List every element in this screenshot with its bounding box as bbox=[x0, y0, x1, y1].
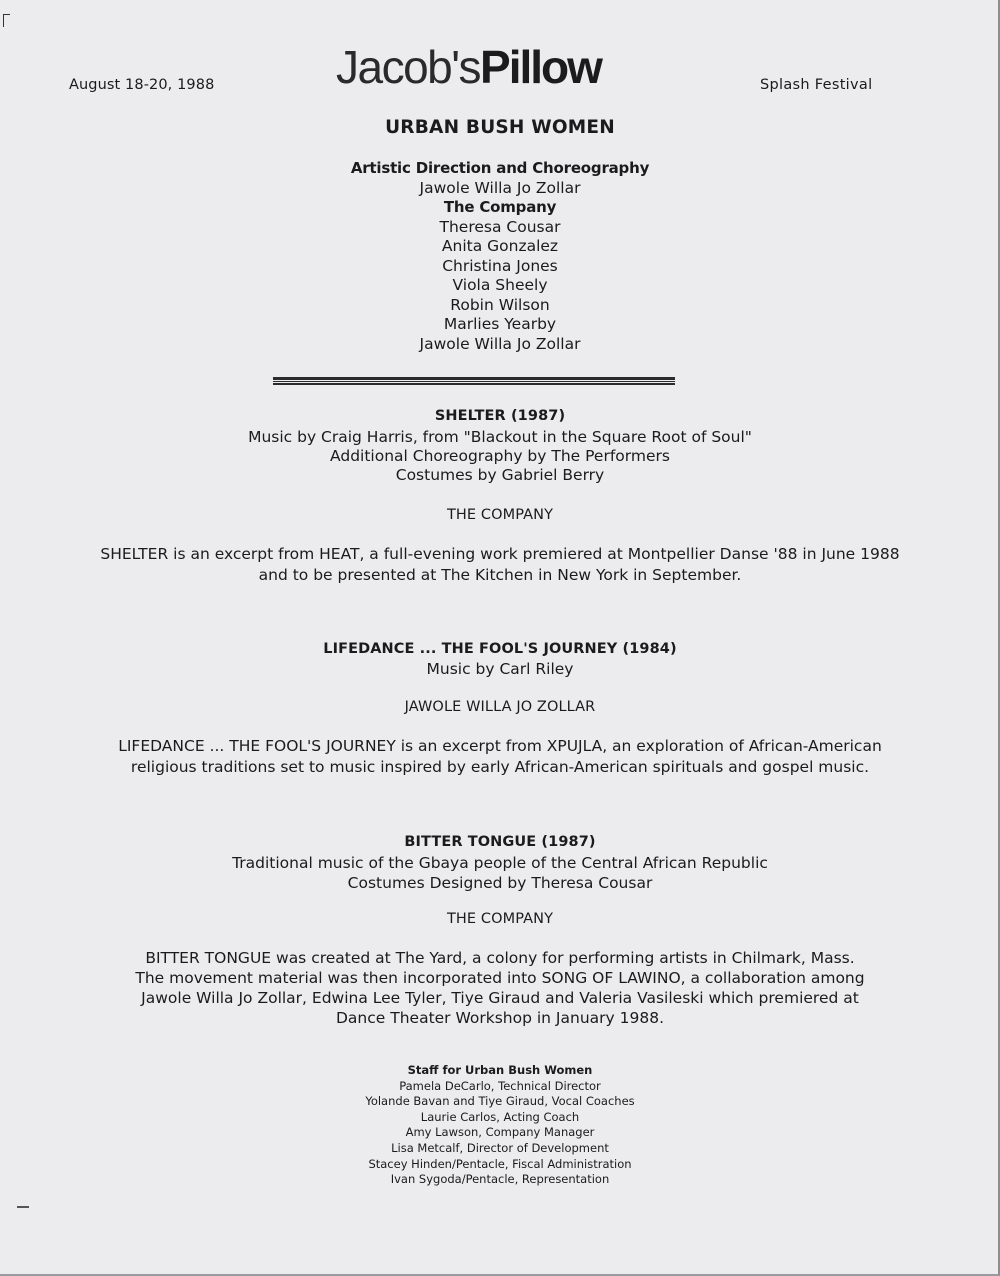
piece-description: religious traditions set to music inspired by early African-American spirituals and gospel music. bbox=[130, 758, 870, 776]
piece-credit: Additional Choreography by The Performers bbox=[330, 447, 670, 465]
piece-credit: Music by Craig Harris, from "Blackout in the Square Root of Soul" bbox=[248, 428, 752, 446]
logo-thin-text: Jacob's bbox=[336, 41, 481, 93]
staff-member: Stacey Hinden/Pentacle, Fiscal Administration bbox=[368, 1156, 632, 1171]
staff-member: Amy Lawson, Company Manager bbox=[405, 1125, 595, 1140]
event-date: August 18-20, 1988 bbox=[69, 77, 215, 93]
piece-title: LIFEDANCE ... THE FOOL'S JOURNEY (1984) bbox=[323, 641, 677, 657]
piece-cast: JAWOLE WILLA JO ZOLLAR bbox=[404, 699, 596, 715]
company-member: Robin Wilson bbox=[450, 295, 550, 314]
company-member: Christina Jones bbox=[442, 256, 558, 275]
artistic-direction-heading: Artistic Direction and Choreography bbox=[350, 159, 650, 177]
staff-heading: Staff for Urban Bush Women bbox=[407, 1063, 593, 1077]
company-member: Marlies Yearby bbox=[443, 315, 557, 333]
festival-name: Splash Festival bbox=[760, 77, 873, 93]
margin-mark bbox=[17, 1206, 29, 1208]
piece-description: Jawole Willa Jo Zollar, Edwina Lee Tyler, Tiye Giraud and Valeria Vasileski which premiered at bbox=[141, 989, 859, 1007]
company-member: Anita Gonzalez bbox=[441, 237, 559, 255]
staff-credits bbox=[0, 1063, 1000, 1188]
company-name: URBAN BUSH WOMEN bbox=[385, 117, 615, 138]
staff-member: Yolande Bavan and Tiye Giraud, Vocal Coaches bbox=[365, 1094, 635, 1109]
piece-cast: THE COMPANY bbox=[446, 507, 554, 523]
piece-cast: THE COMPANY bbox=[446, 911, 554, 927]
company-member: Viola Sheely bbox=[452, 276, 548, 294]
piece-description: Dance Theater Workshop in January 1988. bbox=[336, 1009, 664, 1027]
company-member: Jawole Willa Jo Zollar bbox=[419, 334, 581, 353]
staff-member: Pamela DeCarlo, Technical Director bbox=[399, 1078, 601, 1093]
jacobs-pillow-logo bbox=[336, 41, 601, 93]
company-member: Theresa Cousar bbox=[439, 217, 561, 236]
piece-description: and to be presented at The Kitchen in New York in September. bbox=[258, 566, 742, 584]
logo-bold-text: Pillow bbox=[480, 41, 601, 93]
section-divider bbox=[273, 377, 675, 385]
piece-credit: Costumes Designed by Theresa Cousar bbox=[347, 874, 653, 892]
staff-member: Laurie Carlos, Acting Coach bbox=[420, 1109, 580, 1124]
piece-credit: Costumes by Gabriel Berry bbox=[395, 466, 605, 484]
crop-mark bbox=[3, 14, 10, 27]
staff-member: Ivan Sygoda/Pentacle, Representation bbox=[390, 1172, 610, 1187]
piece-credit: Music by Carl Riley bbox=[426, 660, 574, 678]
company-credits bbox=[0, 159, 1000, 354]
piece-description: SHELTER is an excerpt from HEAT, a full-evening work premiered at Montpellier Danse '88 in June 1988 bbox=[100, 545, 900, 563]
piece-description: LIFEDANCE ... THE FOOL'S JOURNEY is an excerpt from XPUJLA, an exploration of African-American bbox=[118, 737, 882, 755]
the-company-heading: The Company bbox=[443, 198, 557, 216]
piece-title: BITTER TONGUE (1987) bbox=[404, 834, 596, 850]
piece-description: The movement material was then incorporated into SONG OF LAWINO, a collaboration among bbox=[135, 969, 865, 987]
piece-title: SHELTER (1987) bbox=[434, 408, 566, 424]
artistic-director: Jawole Willa Jo Zollar bbox=[419, 178, 581, 197]
piece-credit: Traditional music of the Gbaya people of the Central African Republic bbox=[232, 854, 768, 872]
piece-description: BITTER TONGUE was created at The Yard, a colony for performing artists in Chilmark, Mass. bbox=[145, 949, 855, 967]
staff-member: Lisa Metcalf, Director of Development bbox=[391, 1140, 609, 1155]
